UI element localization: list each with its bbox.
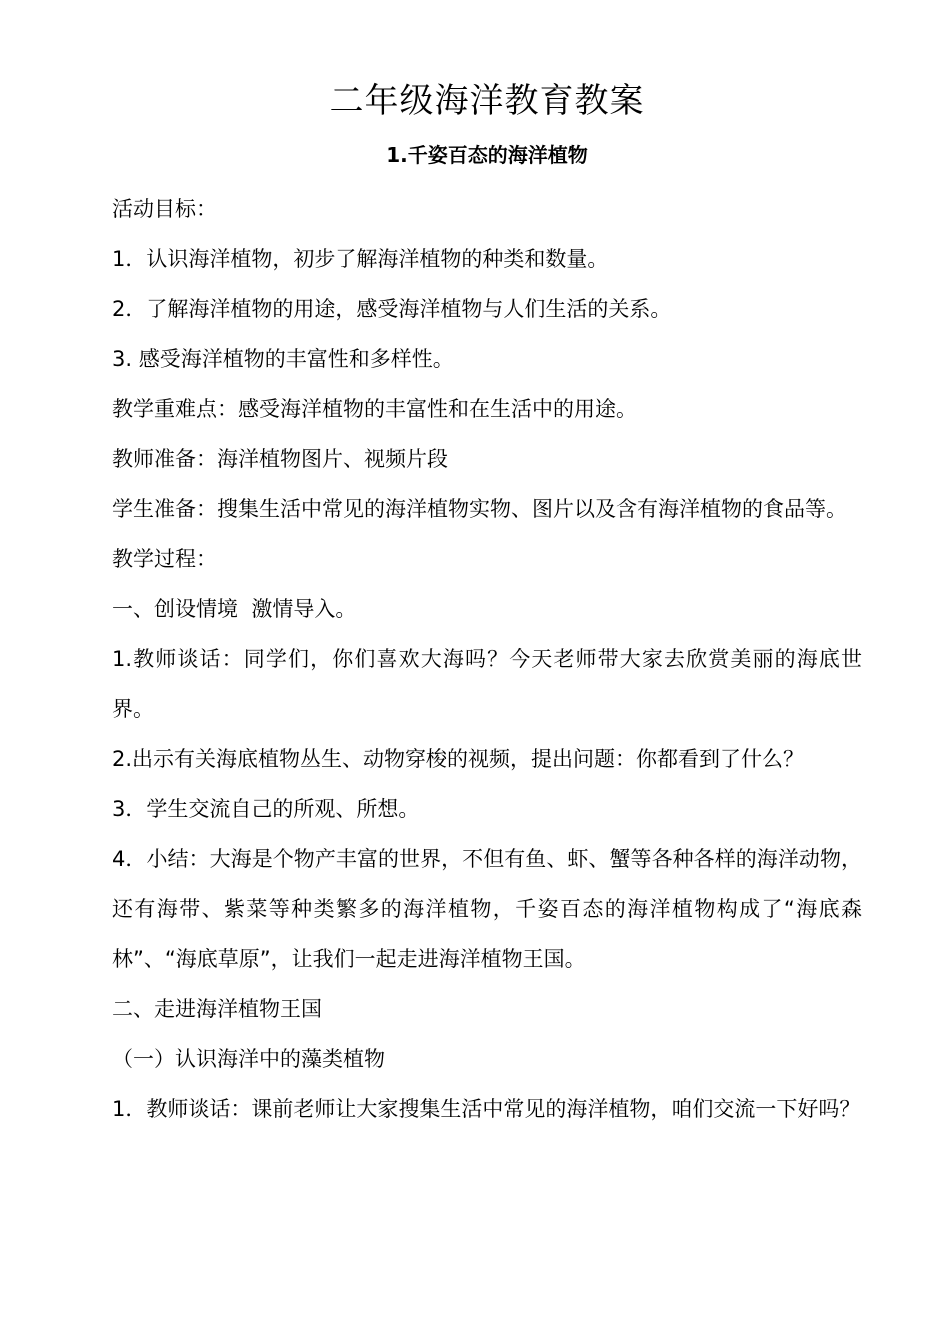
- process-paragraph: 2.出示有关海底植物丛生、动物穿梭的视频，提出问题：你都看到了什么？: [112, 747, 805, 771]
- key-difficulties: 教学重难点：感受海洋植物的丰富性和在生活中的用途。: [112, 397, 637, 421]
- section-heading-process: 教学过程：: [112, 547, 217, 571]
- objective-item-1: 1．认识海洋植物，初步了解海洋植物的种类和数量。: [112, 247, 609, 271]
- process-paragraph: 1.教师谈话：同学们，你们喜欢大海吗？今天老师带大家去欣赏美丽的海底世界。: [112, 647, 862, 721]
- sub-section-heading: （一）认识海洋中的藻类植物: [112, 1047, 385, 1071]
- objective-item-3: 3. 感受海洋植物的丰富性和多样性。: [112, 347, 454, 371]
- section-heading-objectives: 活动目标：: [112, 197, 217, 221]
- lesson-title: 1.千姿百态的海洋植物: [386, 143, 588, 167]
- process-step-2-heading: 二、走进海洋植物王国: [112, 997, 322, 1021]
- process-paragraph: 3．学生交流自己的所观、所想。: [112, 797, 420, 821]
- process-paragraph: 1．教师谈话：课前老师让大家搜集生活中常见的海洋植物，咱们交流一下好吗？: [112, 1097, 861, 1121]
- teacher-preparation: 教师准备：海洋植物图片、视频片段: [112, 447, 448, 471]
- document-title: 二年级海洋教育教案: [329, 81, 645, 121]
- process-step-1-heading: 一、创设情境 激情导入。: [112, 597, 357, 621]
- process-summary: 4．小结：大海是个物产丰富的世界，不但有鱼、虾、蟹等各种各样的海洋动物，还有海带、紫菜等种类繁多的海洋植物，千姿百态的海洋植物构成了“海底森林”、“海底草原”，让我们一起走进海洋植物王国。: [112, 847, 862, 971]
- student-preparation: 学生准备：搜集生活中常见的海洋植物实物、图片以及含有海洋植物的食品等。: [112, 497, 847, 521]
- objective-item-2: 2．了解海洋植物的用途，感受海洋植物与人们生活的关系。: [112, 297, 672, 321]
